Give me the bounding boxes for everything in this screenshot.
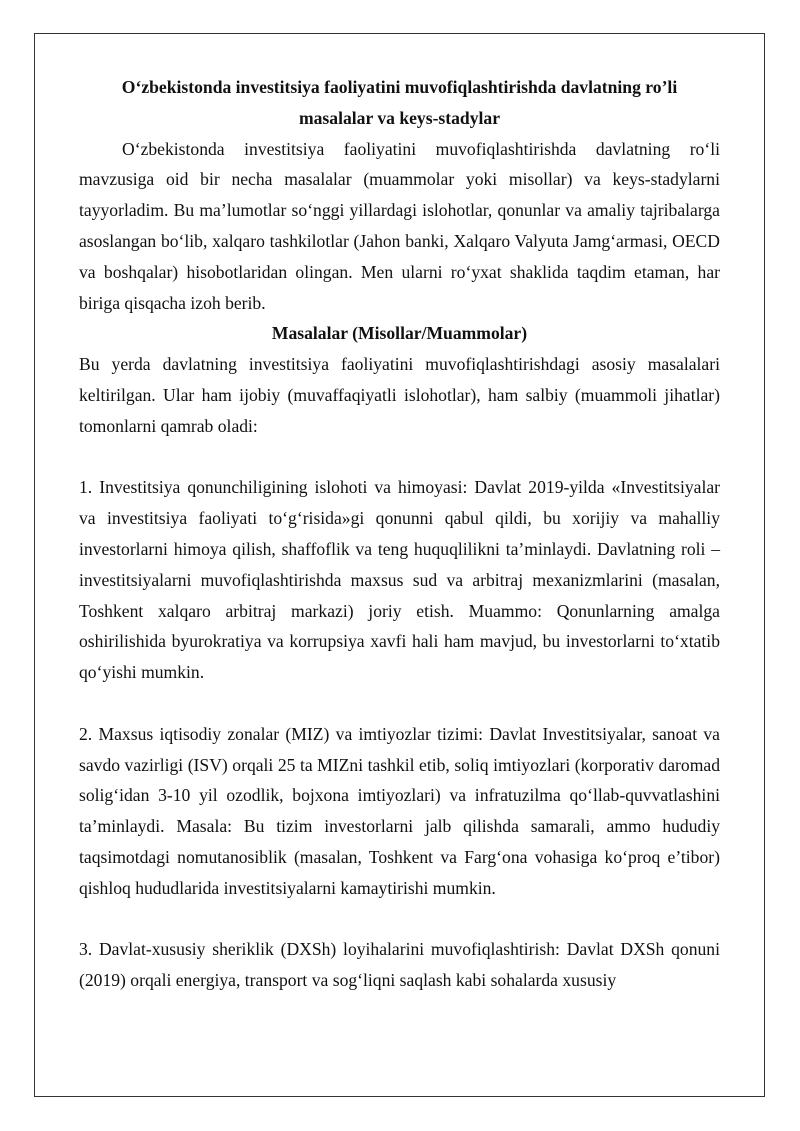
list-item-2: 2. Maxsus iqtisodiy zonalar (MIZ) va imtiyozlar tizimi: Davlat Investitsiyalar, sanoat va savdo vazirligi (ISV) orqali 25 ta MIZni tashkil etib, soliq imtiyozlari (korporativ daromad solig‘idan 3-10 yil ozodlik, bojxona imtiyozlari) va infratuzilma qo‘llab-quvvatlashini ta’minlaydi. Masala: Bu tizim investorlarni jalb qilishda samarali, ammo hududiy taqsimotdagi nomutanosiblik (masalan, Toshkent va Farg‘ona vohasiga ko‘proq e’tibor) qishloq hududlarida investitsiyalarni kamaytirishi mumkin. bbox=[79, 723, 720, 898]
paragraph-spacer bbox=[79, 688, 720, 719]
section-heading: Masalalar (Misollar/Muammolar) bbox=[271, 323, 528, 344]
document-title-line-2: masalalar va keys-stadylar bbox=[298, 107, 501, 128]
paragraph-spacer bbox=[79, 442, 720, 473]
list-item-1: 1. Investitsiya qonunchiligining islohoti va himoyasi: Davlat 2019-yilda «Investitsiyalar va investitsiya faoliyati to‘g‘risida»gi qonunni qabul qildi, bu xorijiy va mahalliy investorlarni himoya qilish, shaffoflik va teng huquqlilikni ta’minlaydi. Davlatning roli – investitsiyalarni muvofiqlashtirishda maxsus sud va arbitraj mexanizmlarini (masalan, Toshkent xalqaro arbitraj markazi) joriy etish. Muammo: Qonunlarning amalga oshirilishida byurokratiya va korrupsiya xavfi hali ham mavjud, bu investorlarni to‘xtatib qo‘yishi mumkin. bbox=[79, 477, 720, 683]
intro-paragraph: O‘zbekistonda investitsiya faoliyatini muvofiqlashtirishda davlatning ro‘li mavzusiga oid bir necha masalalar (muammolar yoki misollar) va keys-stadylarni tayyorladim. Bu ma’lumotlar so‘nggi yillardagi islohotlar, qonunlar va amaliy tajribalarga asoslangan bo‘lib, xalqaro tashkilotlar (Jahon banki, Xalqaro Valyuta Jamg‘armasi, OECD va boshqalar) hisobotlaridan olingan. Men ularni ro‘yxat shaklida taqdim etaman, har biriga qisqacha izoh berib. bbox=[79, 138, 720, 313]
list-item-3: 3. Davlat-xususiy sheriklik (DXSh) loyihalarini muvofiqlashtirish: Davlat DXSh qonuni (2019) orqali energiya, transport va sog‘liqni saqlash kabi sohalarda xususiy bbox=[79, 939, 720, 991]
document-title-line-1: O‘zbekistonda investitsiya faoliyatini muvofiqlashtirishda davlatning ro’li bbox=[121, 77, 678, 97]
document-body bbox=[79, 72, 720, 996]
section-intro-paragraph: Bu yerda davlatning investitsiya faoliyatini muvofiqlashtirishdagi asosiy masalalari keltirilgan. Ular ham ijobiy (muvaffaqiyatli islohotlar), ham salbiy (muammoli jihatlar) tomonlarni qamrab oladi: bbox=[79, 354, 720, 436]
paragraph-spacer bbox=[79, 904, 720, 935]
